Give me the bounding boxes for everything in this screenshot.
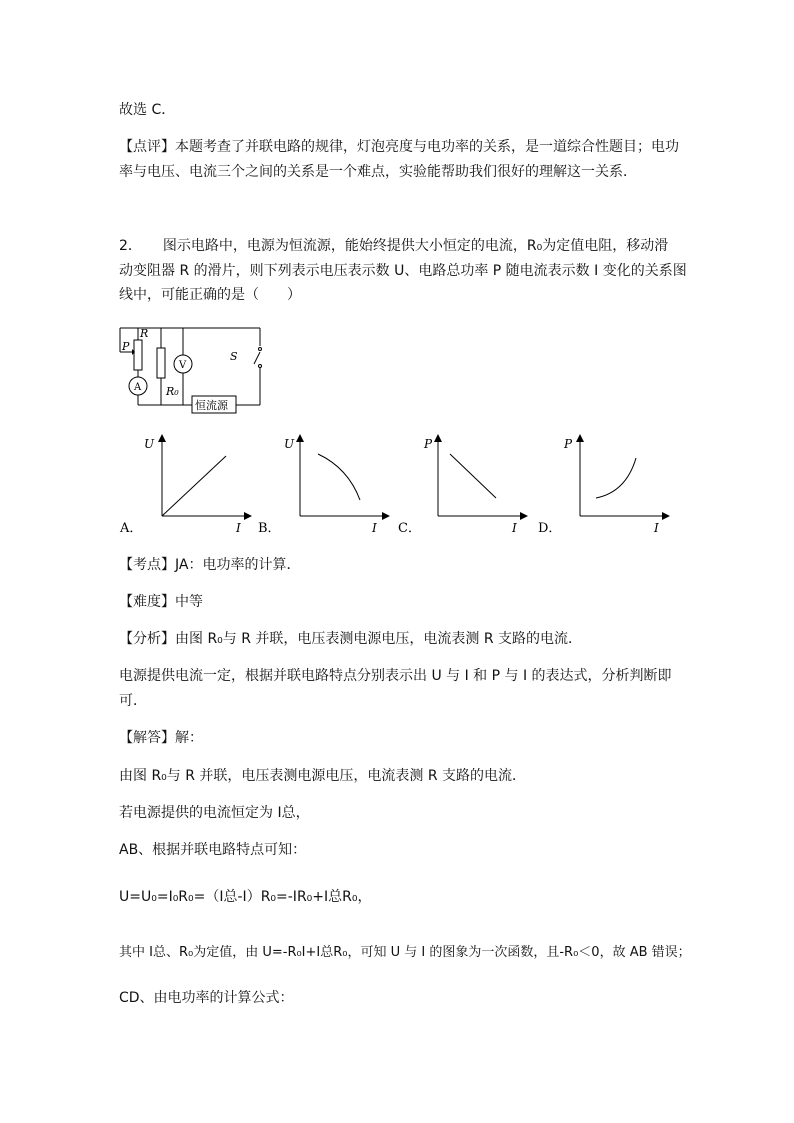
answer-heading: 【解答】解：: [119, 730, 203, 746]
label-v: V: [179, 360, 187, 371]
option-c-letter: C．: [398, 521, 421, 536]
option-d-letter: D．: [538, 521, 562, 536]
question-2-line-1: 2． 图示电路中，电源为恒流源，能始终提供大小恒定的电流，R₀为定值电阻，移动滑: [119, 238, 669, 254]
question-2-line-2: 动变阻器 R 的滑片，则下列表示电压表示数 U、电路总功率 P 随电流表示数 I 变化的关系图: [119, 263, 687, 279]
graph-d-x-label: I: [654, 521, 659, 535]
ab-line: AB、根据并联电路特点可知：: [119, 842, 307, 858]
option-a-letter: A．: [120, 521, 143, 536]
difficulty-line: 【难度】中等: [119, 594, 203, 610]
analysis-line-2b: 可．: [119, 693, 147, 709]
circuit-diagram: [118, 322, 268, 422]
formula-line: U=U₀=I₀R₀=（I总-I）R₀=-IR₀+I总R₀，: [119, 889, 372, 905]
label-r0: R₀: [166, 385, 179, 398]
current-source-label: 恒流源: [195, 399, 228, 412]
graph-a-x-label: I: [236, 521, 241, 535]
label-a: A: [134, 382, 142, 393]
answer-line-2: 若电源提供的电流恒定为 I总，: [119, 805, 310, 821]
analysis-line: 【分析】由图 R₀与 R 并联，电压表测电源电压，电流表测 R 支路的电流．: [119, 631, 583, 647]
graph-c-x-label: I: [512, 521, 517, 535]
graph-d-y-label: P: [564, 437, 573, 451]
cd-line: CD、由电功率的计算公式：: [119, 990, 294, 1006]
label-p: P: [122, 340, 130, 353]
option-b-letter: B．: [258, 521, 281, 536]
question-2-line-3: 线中，可能正确的是（ ）: [119, 287, 301, 303]
comment-line-2: 率与电压、电流三个之间的关系是一个难点，实验能帮助我们很好的理解这一关系．: [119, 164, 637, 180]
graph-b-y-label: U: [284, 437, 295, 451]
kaodian-line: 【考点】JA：电功率的计算．: [119, 557, 301, 573]
qizhong-line: 其中 I总、R₀为定值，由 U=-R₀I+I总R₀，可知 U 与 I 的图象为一次函数，且-R₀＜0，故 AB 错误；: [119, 945, 691, 960]
graph-c: [438, 438, 524, 516]
comment-line-1: 【点评】本题考查了并联电路的规律，灯泡亮度与电功率的关系，是一道综合性题目；电功: [119, 139, 679, 155]
conclusion-line: 故选 C．: [119, 102, 176, 118]
option-graphs: [118, 430, 678, 540]
analysis-line-2a: 电源提供电流一定，根据并联电路特点分别表示出 U 与 I 和 P 与 I 的表达式，分析判断即: [119, 668, 672, 684]
graph-a: [162, 438, 248, 516]
graph-c-y-label: P: [424, 437, 433, 451]
graph-b-x-label: I: [372, 521, 377, 535]
graph-d: [580, 438, 666, 516]
label-r: R: [140, 327, 149, 340]
answer-line-1: 由图 R₀与 R 并联，电压表测电源电压，电流表测 R 支路的电流．: [119, 768, 527, 784]
label-s: S: [230, 350, 238, 363]
graph-a-y-label: U: [144, 437, 155, 451]
graph-b: [300, 438, 386, 516]
